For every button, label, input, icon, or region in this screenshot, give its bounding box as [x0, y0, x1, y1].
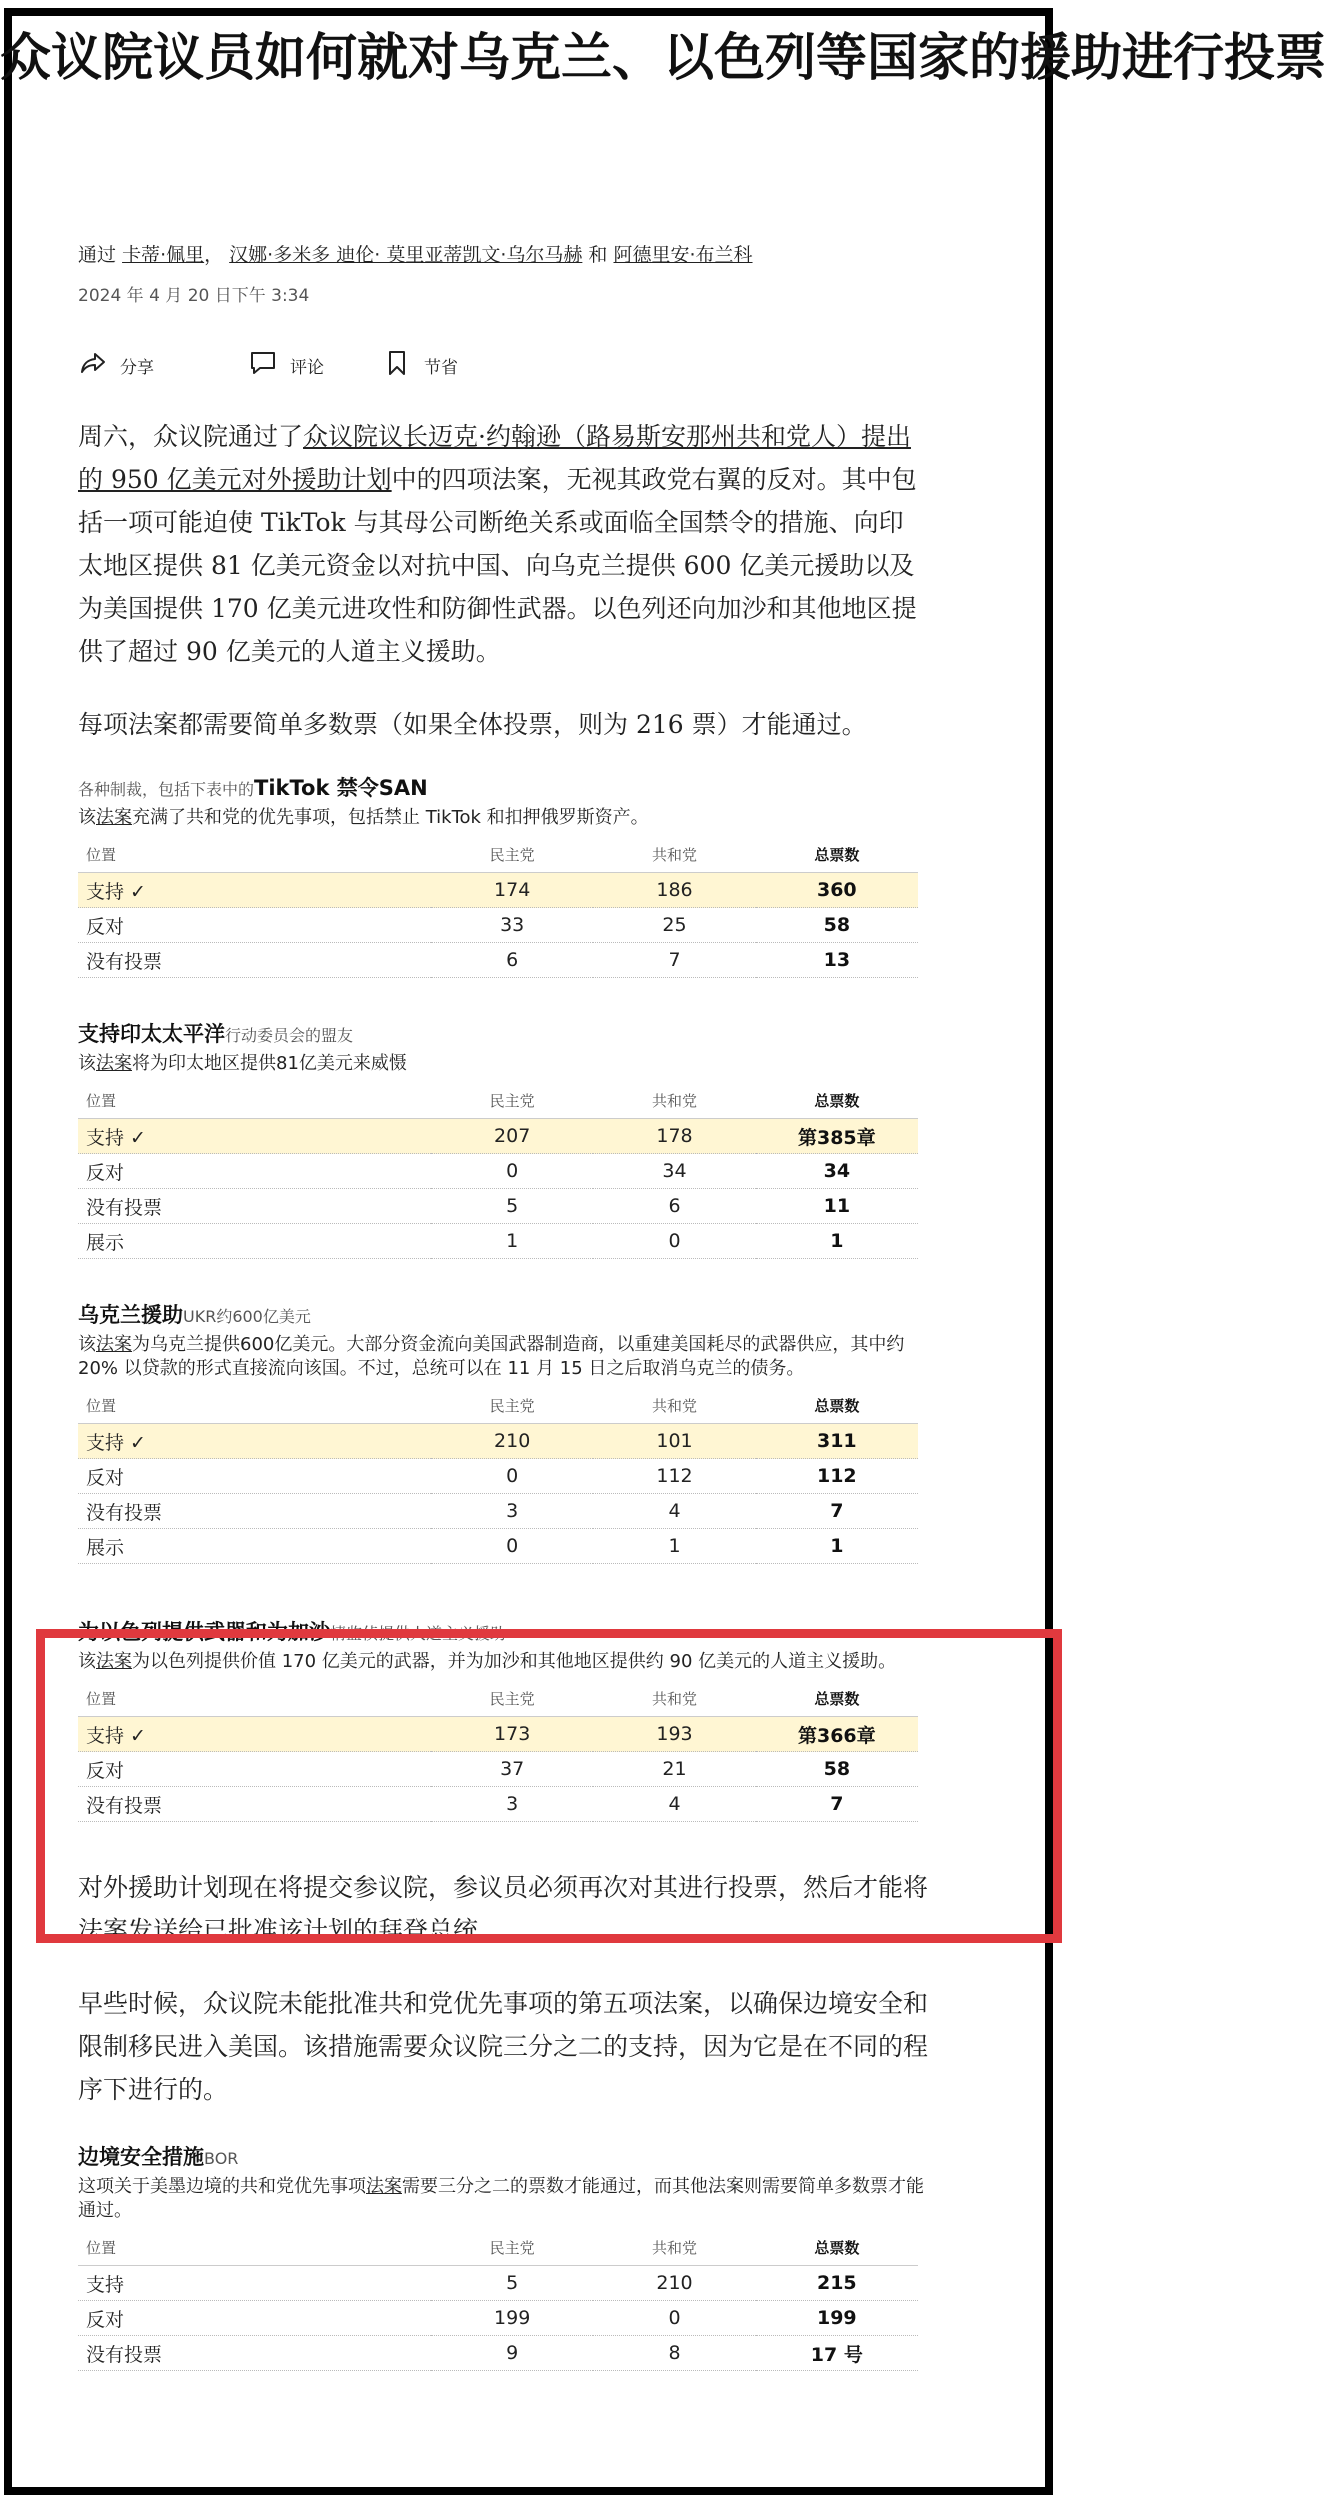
section-title: 边境安全措施BOR: [78, 2145, 239, 2169]
publish-date: 2024 年 4 月 20 日下午 3:34: [78, 286, 310, 306]
table-row: 反对 33 25 58: [78, 908, 918, 943]
save-label: 节省: [424, 358, 458, 378]
section-title: 各种制裁，包括下表中的TikTok 禁令SAN: [78, 776, 428, 800]
byline: [78, 240, 928, 267]
section-description: 该法案为乌克兰提供600亿美元。大部分资金流向美国武器制造商，以重建美国耗尽的武器供应，其中约 20% 以贷款的形式直接流向该国。不过，总统可以在 11 月 15 日之后取消乌克兰的债务。: [78, 1334, 905, 1379]
intro-paragraph-2: 每项法案都需要简单多数票（如果全体投票，则为 216 票）才能通过。: [78, 710, 867, 739]
section-israel: [78, 1616, 928, 1822]
share-button[interactable]: [78, 348, 154, 383]
section-indo-pacific: [78, 1018, 928, 1259]
share-label: 分享: [120, 358, 154, 378]
section-title: 乌克兰援助UKR约600亿美元: [78, 1303, 311, 1327]
table-row: 没有投票 9 8 17 号: [78, 2336, 918, 2371]
article-actions: [78, 348, 928, 383]
vote-table: 位置 民主党 共和党 总票数 支持 ✓ 173 193 第366章 反对 37 21 58 没有投票 3 4 7: [78, 1684, 918, 1822]
intro-paragraph-1: 周六，众议院通过了众议院议长迈克·约翰逊（路易斯安那州共和党人）提出的 950 亿美元对外援助计划中的四项法案，无视其政党右翼的反对。其中包括一项可能迫使 TikTok 与其母公司断绝关系或面临全国禁令的措施、向印太地区提供 81 亿美元资金以对抗中国、向乌克兰提供 600 亿美元援助以及为美国提供 170 亿美元进攻性和防御性武器。以色列还向加沙和其他地区提供了超过 90 亿美元的人道主义援助。: [78, 422, 917, 666]
vote-table: [78, 840, 918, 978]
section-title: 为以色列提供武器和为加沙情监侦提供人道主义援助: [78, 1620, 507, 1644]
section-description: 该法案为以色列提供价值 170 亿美元的武器，并为加沙和其他地区提供约 90 亿美元的人道主义援助。: [78, 1651, 897, 1672]
header-dem: 民主党: [431, 840, 593, 873]
table-row: 没有投票 3 4 7: [78, 1494, 918, 1529]
section-description: 该法案充满了共和党的优先事项，包括禁止 TikTok 和扣押俄罗斯资产。: [78, 807, 649, 828]
bill-link[interactable]: 法案: [96, 807, 132, 828]
table-row: 反对 37 21 58: [78, 1752, 918, 1787]
author-link-1[interactable]: 卡蒂·佩里: [122, 244, 205, 266]
article-title: 众议院议员如何就对乌克兰、以色列等国家的援助进行投票: [0, 29, 1326, 88]
table-row: 支持 ✓ 174 186 360: [78, 873, 918, 908]
author-link-2[interactable]: 汉娜·多米多 迪伦· 莫里亚蒂凯文·乌尔马赫: [229, 244, 583, 266]
section-title: 支持印太太平洋行动委员会的盟友: [78, 1022, 354, 1046]
byline-and: 和: [588, 244, 608, 266]
author-link-3[interactable]: 阿德里安·布兰科: [613, 244, 753, 266]
bill-link[interactable]: 法案: [366, 2176, 402, 2197]
table-row: 展示 1 0 1: [78, 1224, 918, 1259]
table-row: 反对 0 112 112: [78, 1459, 918, 1494]
table-row: 没有投票 6 7 13: [78, 943, 918, 978]
vote-table: 位置 民主党 共和党 总票数 支持 ✓ 210 101 311 反对 0 112 112 没有投票 3 4 7 展示 0 1 1: [78, 1391, 918, 1564]
section-description: 该法案将为印太地区提供81亿美元来威慑: [78, 1053, 407, 1074]
table-row: 没有投票 3 4 7: [78, 1787, 918, 1822]
vote-table: 位置 民主党 共和党 总票数 支持 5 210 215 反对 199 0 199 没有投票 9 8 17 号: [78, 2233, 918, 2371]
section-description: 这项关于美墨边境的共和党优先事项法案需要三分之二的票数才能通过，而其他法案则需要简单多数票才能通过。: [78, 2176, 924, 2221]
table-row: 支持 ✓ 173 193 第366章: [78, 1717, 918, 1752]
byline-prefix: 通过: [78, 244, 117, 266]
section-border: [78, 2141, 928, 2371]
senate-paragraph: 对外援助计划现在将提交参议院，参议员必须再次对其进行投票，然后才能将法案发送给已批准该计划的拜登总统。: [78, 1873, 929, 1945]
header-total: 总票数: [756, 840, 918, 873]
article-body: [78, 240, 928, 2371]
table-row: 支持 ✓ 207 178 第385章: [78, 1119, 918, 1154]
section-tiktok: [78, 772, 928, 978]
share-icon: [78, 348, 108, 383]
table-row: 反对 199 0 199: [78, 2301, 918, 2336]
biden-link[interactable]: 拜登总统。: [378, 1916, 504, 1945]
byline-sep: ，: [204, 244, 224, 266]
bill-link[interactable]: 法案: [96, 1334, 132, 1355]
comment-icon: [248, 348, 278, 383]
save-button[interactable]: [382, 348, 458, 383]
table-row: 没有投票 5 6 11: [78, 1189, 918, 1224]
comment-label: 评论: [290, 358, 324, 378]
table-row: 支持 5 210 215: [78, 2266, 918, 2301]
vote-table: 位置 民主党 共和党 总票数 支持 ✓ 207 178 第385章 反对 0 34 34 没有投票 5 6 11 展示 1 0 1: [78, 1086, 918, 1259]
bookmark-icon: [382, 348, 412, 383]
table-row: 支持 ✓ 210 101 311: [78, 1424, 918, 1459]
bill-link[interactable]: 法案: [96, 1651, 132, 1672]
section-ukraine: [78, 1299, 928, 1564]
table-row: 展示 0 1 1: [78, 1529, 918, 1564]
header-rep: 共和党: [593, 840, 755, 873]
comment-button[interactable]: [248, 348, 324, 383]
border-paragraph: 早些时候，众议院未能批准共和党优先事项的第五项法案，以确保边境安全和限制移民进入美国。该措施需要众议院三分之二的支持，因为它是在不同的程序下进行的。: [78, 1989, 929, 2104]
aid-plan-link[interactable]: 众议院议长迈克·约翰逊（路易斯安那州共和党人）提出的 950 亿美元对外援助计划: [78, 422, 911, 494]
table-row: 反对 0 34 34: [78, 1154, 918, 1189]
header-position: 位置: [78, 840, 431, 873]
bill-link[interactable]: 法案: [96, 1053, 132, 1074]
